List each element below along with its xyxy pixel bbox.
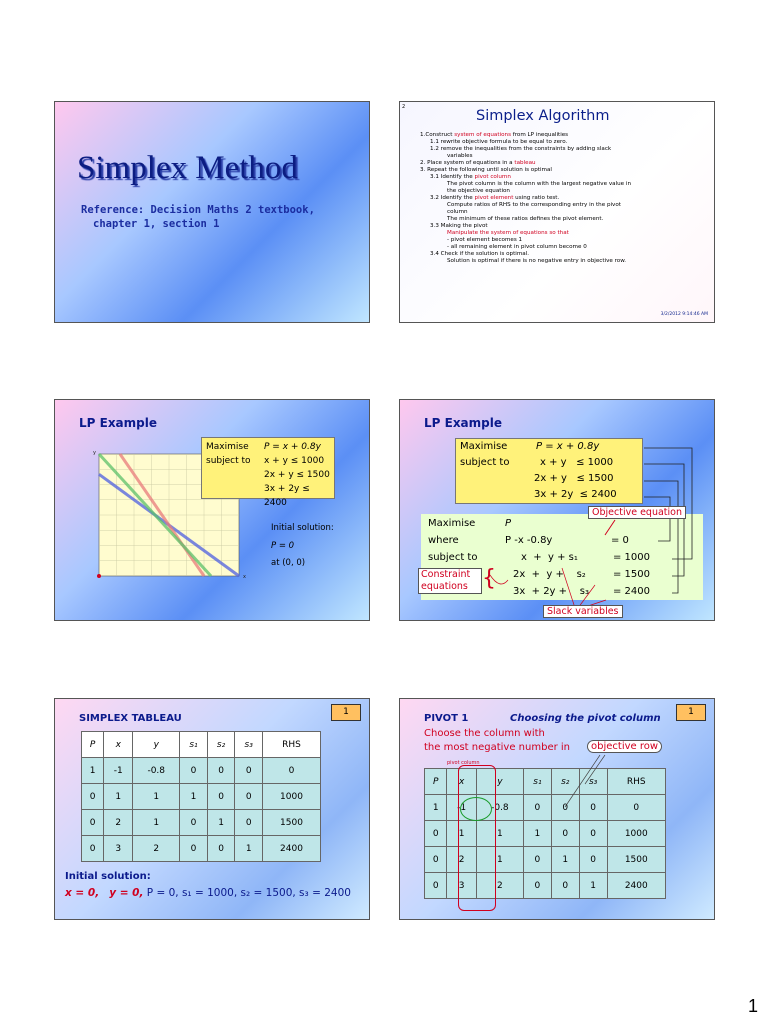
cell: 0 (425, 873, 447, 899)
box-subject-to: subject to (460, 457, 510, 468)
cell: 0 (524, 847, 552, 873)
lp-problem-box (201, 437, 335, 508)
slide-simplex-algorithm (399, 101, 715, 323)
cell: 1 (524, 821, 552, 847)
cell: 0 (425, 821, 447, 847)
table-row (82, 810, 321, 836)
slide2-corner-number: 2 (402, 104, 406, 110)
cell: 1500 (262, 810, 320, 836)
pivot-cell: -1 (447, 795, 476, 821)
instruction-line1: Choose the column with (424, 728, 545, 739)
table-row (82, 758, 321, 784)
algo-line: 3.1 Identify the pivot column (430, 174, 511, 180)
algo-line: 1.Construct system of equations from LP inequalities (420, 132, 569, 138)
objective-equation-label: Objective equation (588, 506, 686, 519)
algo-line: - all remaining element in pivot column become 0 (447, 244, 587, 250)
algo-line: The pivot column is the column with the largest negative value in (447, 181, 631, 187)
algo-line: 1.2 remove the inequalities from the constraints by adding slack (430, 146, 612, 152)
cell: 0 (551, 873, 579, 899)
initial-solution-point: at (0, 0) (271, 558, 306, 568)
initial-solution-label: Initial solution: (65, 871, 151, 882)
eq-constraint1-rhs: = 1000 (613, 552, 651, 563)
algo-line: The minimum of these ratios defines the pivot element. (447, 216, 604, 222)
th-rhs: RHS (262, 732, 320, 758)
page-number: 1 (747, 996, 758, 1016)
algo-line: Solution is optimal if there is no negative entry in objective row. (447, 258, 627, 264)
cell: 3 (447, 873, 476, 899)
eq-objective-rhs: = 0 (611, 535, 629, 546)
algo-line: - pivot element becomes 1 (447, 237, 523, 243)
th-p: P (425, 769, 447, 795)
cell: 2 (133, 836, 180, 862)
init-rest: P = 0, s₁ = 1000, s₂ = 1500, s₃ = 2400 (146, 887, 351, 899)
slide2-date: 3/2/2012 9:14:46 AM (660, 312, 708, 317)
init-y: y = 0, (109, 887, 144, 899)
slide2-title: Simplex Algorithm (476, 108, 610, 124)
cell: 1 (447, 821, 476, 847)
cell: 0 (235, 758, 263, 784)
cell: 1000 (607, 821, 665, 847)
eq-constraint3-rhs: = 2400 (613, 586, 651, 597)
cell: 1 (476, 847, 523, 873)
cell: 0 (607, 795, 665, 821)
cell: 2400 (262, 836, 320, 862)
init-x: x = 0, (65, 887, 100, 899)
algo-line: 3. Repeat the following until solution is optimal (420, 167, 552, 173)
slide1-reference-line1: Reference: Decision Maths 2 textbook, (81, 204, 315, 216)
cell: 1 (476, 821, 523, 847)
cell: 2400 (607, 873, 665, 899)
initial-solution-label: Initial solution: (271, 523, 334, 533)
th-s2: s₂ (551, 769, 579, 795)
cell: 1 (133, 810, 180, 836)
cell: 0 (82, 836, 104, 862)
algo-line: 2. Place system of equations in a tableau (420, 160, 536, 166)
cell: 1000 (262, 784, 320, 810)
chart-xlabel: x (243, 574, 246, 580)
cell: 0 (82, 810, 104, 836)
slide5-badge: 1 (331, 704, 361, 721)
algo-line: 3.2 Identify the pivot element using ratio test. (430, 195, 560, 201)
cell: 1 (579, 873, 607, 899)
cell: 0 (579, 821, 607, 847)
algo-line: variables (447, 153, 473, 159)
th-x: x (104, 732, 133, 758)
eq-where: where (428, 535, 459, 546)
initial-solution-p: P = 0 (271, 541, 295, 551)
algo-line: 1.1 rewrite objective formula to be equal to zero. (430, 139, 568, 145)
eq-subject-to: subject to (428, 552, 478, 563)
cell: 1 (133, 784, 180, 810)
eq-constraint1: x + y + s₁ (521, 552, 578, 563)
slide-simplex-tableau (54, 698, 370, 920)
th-p: P (82, 732, 104, 758)
slide4-title: LP Example (424, 416, 502, 430)
th-s1: s₁ (524, 769, 552, 795)
cell: 1 (207, 810, 235, 836)
algo-line: 3.4 Check if the solution is optimal. (430, 251, 530, 257)
box-subject-to: subject to (206, 456, 251, 466)
eq-constraint2-rhs: = 1500 (613, 569, 651, 580)
cell: 1500 (607, 847, 665, 873)
algo-line: column (447, 209, 468, 215)
cell: 0 (207, 758, 235, 784)
slide6-title: PIVOT 1 (424, 713, 469, 724)
box-maximise: Maximise (460, 441, 508, 452)
cell: -0.8 (133, 758, 180, 784)
cell: 0 (524, 795, 552, 821)
slide6-subtitle: Choosing the pivot column (510, 713, 661, 724)
pivot-column-label: pivot column (447, 760, 480, 766)
table-row (82, 836, 321, 862)
table-row (82, 784, 321, 810)
box-objective: P = x + 0.8y (536, 441, 600, 452)
cell: 0 (235, 810, 263, 836)
eq-constraint3: 3x + 2y + s₃ (513, 586, 589, 597)
slide6-badge: 1 (676, 704, 706, 721)
algo-line: the objective equation (447, 188, 510, 194)
simplex-tableau (81, 731, 321, 862)
cell: 0 (180, 758, 208, 784)
slide1-reference-line2: chapter 1, section 1 (93, 218, 220, 230)
cell: 2 (104, 810, 133, 836)
th-y: y (133, 732, 180, 758)
cell: 0 (235, 784, 263, 810)
slide-pivot-1 (399, 698, 715, 920)
slide-lp-example-equations (399, 399, 715, 621)
cell: 0 (262, 758, 320, 784)
th-s3: s₃ (579, 769, 607, 795)
box-constraint2: 2x + y ≤ 1500 (534, 473, 614, 484)
initial-solution-values (65, 887, 351, 899)
box-constraint1: x + y ≤ 1000 (540, 457, 614, 468)
slide3-title: LP Example (79, 416, 157, 430)
instruction-line2: the most negative number in (424, 742, 570, 753)
eq-objective: P -x -0.8y (505, 535, 553, 546)
slide5-title: SIMPLEX TABLEAU (79, 713, 182, 724)
cell: 0 (180, 836, 208, 862)
brace-icon: { (482, 566, 496, 591)
slack-variables-label: Slack variables (543, 605, 623, 618)
cell: 0 (425, 847, 447, 873)
constraint-equations-label: Constraint equations (418, 568, 482, 594)
cell: 1 (235, 836, 263, 862)
cell: 0 (207, 784, 235, 810)
cell: 0 (579, 795, 607, 821)
origin-point (97, 574, 101, 578)
box-constraint1: x + y ≤ 1000 (264, 456, 325, 466)
cell: 1 (180, 784, 208, 810)
algo-line: Manipulate the system of equations so that (447, 230, 569, 236)
algo-line: Compute ratios of RHS to the corresponding entry in the pivot (447, 202, 621, 208)
algo-line: 3.3 Making the pivot (430, 223, 488, 229)
cell: 1 (425, 795, 447, 821)
cell: 0 (551, 795, 579, 821)
cell: 2 (447, 847, 476, 873)
cell: 0 (579, 847, 607, 873)
cell: 2 (476, 873, 523, 899)
th-s3: s₃ (235, 732, 263, 758)
objective-row-callout: objective row (587, 740, 662, 753)
box-objective: P = x + 0.8y (264, 442, 321, 452)
box-constraint2: 2x + y ≤ 1500 (264, 470, 330, 480)
eq-maximise: Maximise (428, 518, 476, 529)
cell: 0 (551, 821, 579, 847)
th-y: y (476, 769, 523, 795)
cell: 0 (524, 873, 552, 899)
chart-ylabel: y (93, 450, 96, 456)
th-x: x (447, 769, 476, 795)
cell: 3 (104, 836, 133, 862)
slide-title (54, 101, 370, 323)
slide1-title: Simplex Method (77, 150, 298, 186)
cell: 0 (207, 836, 235, 862)
cell: -1 (104, 758, 133, 784)
cell: 1 (551, 847, 579, 873)
cell: 0 (82, 784, 104, 810)
th-s1: s₁ (180, 732, 208, 758)
cell: -0.8 (476, 795, 523, 821)
slide-lp-example-graph (54, 399, 370, 621)
th-s2: s₂ (207, 732, 235, 758)
eq-p: P (505, 518, 512, 529)
cell: 0 (180, 810, 208, 836)
cell: 1 (104, 784, 133, 810)
cell: 1 (82, 758, 104, 784)
box-constraint3: 3x + 2y ≤ 2400 (264, 484, 310, 508)
eq-constraint2: 2x + y + s₂ (513, 569, 586, 580)
box-maximise: Maximise (206, 442, 249, 452)
th-rhs: RHS (607, 769, 665, 795)
box-constraint3: 3x + 2y ≤ 2400 (534, 489, 617, 500)
callout-pointer-lines (400, 699, 715, 920)
algorithm-steps (420, 132, 712, 265)
